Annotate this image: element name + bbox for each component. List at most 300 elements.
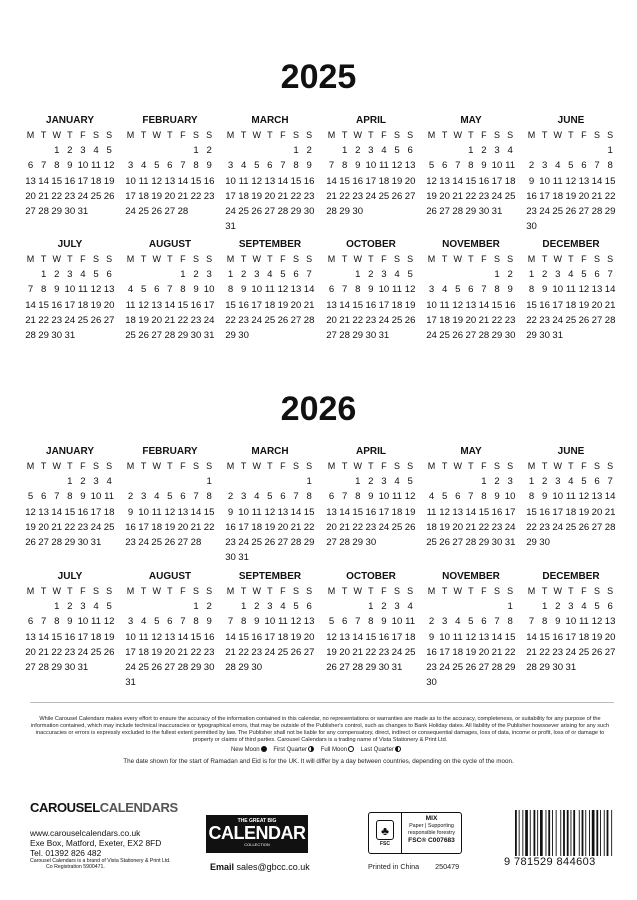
day-cell: 27 — [303, 646, 315, 658]
week-row — [224, 158, 316, 173]
weekday-label: T — [541, 586, 548, 596]
day-cell: 5 — [280, 269, 286, 281]
day-cell: 12 — [290, 616, 302, 628]
website-link[interactable]: www.carouselcalendars.co.uk — [30, 828, 141, 838]
day-cell: 6 — [441, 160, 448, 172]
day-cell: 3 — [140, 491, 147, 503]
day-cell: 21 — [277, 190, 289, 202]
day-cell: 22 — [203, 521, 215, 533]
day-cell: 15 — [339, 175, 350, 187]
week-row — [24, 614, 116, 629]
month-august-2026 — [124, 570, 216, 690]
day-cell: 25 — [138, 205, 149, 217]
day-cell: 17 — [264, 631, 276, 643]
day-cell: 26 — [25, 536, 36, 548]
day-cell: 28 — [38, 205, 49, 217]
day-cell: 27 — [25, 661, 36, 673]
week-row — [525, 474, 617, 489]
day-cell: 23 — [426, 661, 437, 673]
day-cell: 16 — [504, 299, 516, 311]
day-cell — [103, 328, 116, 343]
day-cell: 12 — [591, 616, 603, 628]
month-august-2025 — [124, 238, 216, 343]
day-cell: 27 — [277, 536, 289, 548]
day-cell: 4 — [568, 269, 574, 281]
day-cell: 29 — [290, 205, 302, 217]
day-cell: 8 — [528, 284, 535, 296]
day-cell: 31 — [378, 329, 390, 341]
day-cell: 17 — [565, 631, 577, 643]
day-cell: 18 — [90, 175, 102, 187]
day-cell — [163, 675, 176, 690]
week-row — [525, 660, 617, 675]
day-cell — [538, 219, 551, 234]
day-cell: 12 — [391, 160, 403, 172]
year-title: 2025 — [280, 58, 357, 96]
day-cell — [89, 204, 102, 219]
day-cell: 16 — [303, 175, 315, 187]
day-cell: 4 — [106, 476, 112, 488]
day-cell: 9 — [481, 160, 487, 172]
day-cell: 28 — [452, 205, 464, 217]
weekday-label: T — [167, 130, 173, 140]
day-cell: 7 — [27, 284, 34, 296]
day-cell: 13 — [25, 631, 36, 643]
day-cell: 3 — [368, 145, 374, 157]
day-cell: 10 — [138, 506, 149, 518]
day-cell — [276, 328, 289, 343]
week-row — [525, 174, 617, 189]
day-cell: 29 — [64, 536, 76, 548]
day-cell: 5 — [154, 160, 160, 172]
weekday-label: T — [568, 254, 574, 264]
day-cell: 1 — [54, 145, 60, 157]
day-cell: 22 — [526, 521, 537, 533]
day-cell: 13 — [478, 631, 490, 643]
weekday-label: W — [252, 586, 261, 596]
week-row — [124, 328, 216, 343]
day-cell: 24 — [552, 521, 564, 533]
day-cell: 23 — [203, 190, 215, 202]
week-row — [224, 174, 316, 189]
weekday-label: F — [80, 130, 86, 140]
day-cell: 24 — [77, 190, 89, 202]
day-cell: 29 — [38, 329, 49, 341]
day-cell — [590, 328, 603, 343]
day-cell — [404, 328, 417, 343]
last-quarter-icon — [395, 746, 401, 752]
day-cell: 17 — [203, 299, 215, 311]
brand-note: Carousel Calendars is a brand of Vista Stationery & Print Ltd. — [30, 858, 171, 864]
weekday-label: T — [140, 254, 147, 264]
day-cell: 5 — [394, 145, 400, 157]
weekday-label: T — [40, 586, 47, 596]
day-cell: 3 — [67, 269, 73, 281]
day-cell: 11 — [552, 175, 563, 187]
day-cell — [237, 474, 250, 489]
day-cell — [203, 204, 216, 219]
day-cell: 17 — [539, 190, 550, 202]
week-row — [325, 143, 417, 158]
day-cell: 14 — [604, 284, 616, 296]
day-cell: 2 — [368, 269, 374, 281]
day-cell: 19 — [426, 190, 437, 202]
day-cell: 3 — [428, 284, 435, 296]
weekday-label: S — [293, 586, 300, 596]
day-cell: 4 — [394, 269, 400, 281]
day-cell: 1 — [193, 145, 199, 157]
day-cell: 10 — [439, 631, 450, 643]
month-name: JANUARY — [46, 115, 94, 126]
day-cell — [590, 143, 603, 158]
day-cell: 28 — [478, 329, 490, 341]
weekday-label: W — [152, 254, 161, 264]
day-cell: 12 — [565, 175, 577, 187]
day-cell: 5 — [441, 491, 448, 503]
day-cell: 22 — [465, 190, 477, 202]
day-cell: 3 — [227, 160, 234, 172]
day-cell: 18 — [125, 314, 136, 326]
day-cell: 17 — [125, 646, 136, 658]
day-cell: 10 — [565, 616, 577, 628]
week-row — [425, 328, 517, 343]
day-cell: 27 — [404, 190, 416, 202]
day-cell: 2 — [227, 491, 234, 503]
day-cell: 24 — [251, 314, 263, 326]
day-cell — [203, 675, 216, 690]
day-cell — [150, 474, 163, 489]
day-cell: 23 — [203, 646, 215, 658]
day-cell: 19 — [578, 506, 590, 518]
day-cell: 20 — [264, 190, 276, 202]
day-cell: 29 — [238, 661, 249, 673]
week-row — [425, 298, 517, 313]
month-name: MARCH — [251, 446, 289, 457]
weekday-header — [425, 459, 517, 474]
weekday-label: S — [407, 461, 414, 471]
weekday-header — [24, 459, 116, 474]
day-cell: 30 — [365, 329, 377, 341]
weekday-label: F — [180, 130, 186, 140]
weekday-label: S — [293, 461, 300, 471]
day-cell: 23 — [51, 314, 63, 326]
day-cell: 14 — [478, 299, 490, 311]
month-november-2026 — [425, 570, 517, 690]
day-cell: 6 — [167, 616, 173, 628]
day-cell: 30 — [426, 677, 437, 689]
day-cell: 2 — [240, 269, 247, 281]
week-row — [525, 158, 617, 173]
weekday-label: F — [381, 461, 387, 471]
day-cell — [176, 143, 189, 158]
day-cell — [124, 599, 137, 614]
day-cell: 24 — [225, 205, 236, 217]
day-cell: 18 — [77, 299, 89, 311]
week-row — [124, 630, 216, 645]
weekday-label: W — [52, 254, 61, 264]
day-cell — [377, 535, 390, 550]
day-cell: 29 — [190, 661, 202, 673]
day-cell: 6 — [154, 284, 160, 296]
day-cell: 15 — [504, 631, 516, 643]
day-cell: 2 — [494, 476, 500, 488]
day-cell: 22 — [478, 521, 490, 533]
weekday-label: S — [507, 254, 514, 264]
weekday-label: S — [594, 461, 601, 471]
weekday-label: S — [106, 586, 113, 596]
day-cell: 6 — [306, 601, 312, 613]
day-cell: 21 — [526, 646, 537, 658]
day-cell: 11 — [565, 491, 576, 503]
day-cell — [103, 535, 116, 550]
day-cell: 18 — [378, 175, 390, 187]
day-cell: 26 — [326, 661, 337, 673]
day-cell: 18 — [391, 506, 403, 518]
weekday-label: T — [167, 586, 173, 596]
day-cell: 21 — [177, 646, 189, 658]
day-cell: 7 — [481, 284, 487, 296]
month-may-2026 — [425, 445, 517, 550]
day-cell: 5 — [140, 284, 147, 296]
weekday-label: F — [180, 461, 186, 471]
day-cell: 25 — [77, 314, 89, 326]
weekday-label: M — [126, 130, 135, 140]
day-cell: 11 — [505, 160, 516, 172]
day-cell: 29 — [339, 205, 350, 217]
day-cell: 16 — [251, 631, 263, 643]
weekday-label: T — [468, 586, 474, 596]
day-cell — [276, 550, 289, 565]
week-row — [124, 645, 216, 660]
day-cell: 16 — [539, 299, 550, 311]
day-cell — [250, 550, 263, 565]
day-cell: 13 — [264, 175, 276, 187]
day-cell — [590, 535, 603, 550]
day-cell: 16 — [125, 521, 136, 533]
day-cell: 29 — [539, 661, 550, 673]
day-cell: 29 — [177, 329, 189, 341]
week-row — [224, 189, 316, 204]
weekday-label: W — [453, 586, 462, 596]
weekday-label: S — [607, 586, 614, 596]
week-row — [124, 660, 216, 675]
day-cell: 12 — [103, 616, 115, 628]
day-cell: 16 — [51, 299, 63, 311]
weekday-label: S — [407, 254, 414, 264]
day-cell: 23 — [552, 646, 564, 658]
day-cell: 13 — [164, 631, 176, 643]
weekday-label: S — [594, 586, 601, 596]
week-row — [325, 158, 417, 173]
day-cell: 23 — [491, 521, 503, 533]
day-cell — [289, 474, 302, 489]
day-cell — [451, 474, 464, 489]
day-cell: 3 — [80, 145, 86, 157]
day-cell: 10 — [90, 491, 102, 503]
day-cell: 4 — [93, 601, 99, 613]
day-cell: 25 — [391, 314, 403, 326]
week-row — [24, 599, 116, 614]
day-cell: 12 — [578, 284, 590, 296]
day-cell: 27 — [452, 536, 464, 548]
day-cell: 10 — [251, 284, 263, 296]
day-cell: 3 — [80, 601, 86, 613]
weekday-label: T — [67, 254, 73, 264]
day-cell: 24 — [378, 314, 390, 326]
day-cell: 17 — [552, 506, 564, 518]
email-link[interactable]: sales@gbcc.co.uk — [236, 862, 310, 872]
day-cell: 9 — [555, 616, 561, 628]
week-row — [224, 282, 316, 297]
weekday-label: M — [26, 254, 35, 264]
weekday-label: W — [252, 254, 261, 264]
day-cell: 30 — [491, 536, 503, 548]
day-cell: 21 — [352, 646, 364, 658]
day-cell: 11 — [91, 616, 101, 628]
day-cell: 17 — [138, 521, 149, 533]
day-cell: 13 — [465, 299, 477, 311]
weekday-header — [525, 584, 617, 599]
logo-part1: CAROUSEL — [30, 800, 100, 815]
day-cell: 15 — [190, 631, 202, 643]
first-quarter-icon — [308, 746, 314, 752]
gbcc-main: CALENDAR — [208, 823, 306, 843]
weekday-label: T — [341, 461, 348, 471]
day-cell — [551, 143, 564, 158]
weekday-label: W — [353, 254, 362, 264]
day-cell — [577, 660, 590, 675]
day-cell: 10 — [203, 284, 215, 296]
day-cell: 25 — [251, 536, 263, 548]
day-cell: 2 — [54, 269, 60, 281]
weekday-label: F — [581, 254, 587, 264]
day-cell: 3 — [555, 476, 561, 488]
weekday-label: T — [40, 130, 47, 140]
month-name: MARCH — [251, 115, 289, 126]
day-cell: 14 — [177, 175, 189, 187]
day-cell — [325, 267, 338, 282]
day-cell — [438, 143, 451, 158]
day-cell: 7 — [355, 616, 361, 628]
day-cell: 11 — [452, 631, 463, 643]
day-cell: 10 — [552, 491, 564, 503]
week-row — [124, 520, 216, 535]
day-cell: 1 — [54, 601, 60, 613]
week-row — [325, 599, 417, 614]
day-cell: 11 — [138, 175, 149, 187]
weekday-label: M — [226, 461, 235, 471]
weekday-label: S — [93, 586, 100, 596]
day-cell: 31 — [225, 221, 236, 233]
month-march-2025 — [224, 114, 316, 234]
day-cell — [37, 599, 50, 614]
weekday-label: T — [240, 130, 247, 140]
week-row — [525, 282, 617, 297]
weekday-label: S — [394, 254, 401, 264]
day-cell: 11 — [565, 284, 576, 296]
weekday-label: F — [381, 254, 387, 264]
day-cell: 3 — [541, 160, 548, 172]
day-cell: 31 — [77, 661, 89, 673]
day-cell: 24 — [552, 314, 564, 326]
weekday-label: T — [267, 254, 273, 264]
day-cell: 11 — [91, 160, 101, 172]
weekday-label: F — [481, 130, 487, 140]
day-cell: 7 — [280, 160, 286, 172]
full-moon-icon — [348, 746, 354, 752]
day-cell: 1 — [67, 476, 73, 488]
day-cell: 4 — [381, 145, 387, 157]
day-cell: 5 — [455, 284, 461, 296]
day-cell — [276, 219, 289, 234]
month-june-2026 — [525, 445, 617, 550]
day-cell: 11 — [439, 299, 450, 311]
day-cell: 21 — [339, 314, 350, 326]
day-cell — [477, 675, 490, 690]
day-cell: 28 — [190, 536, 202, 548]
weekday-header — [525, 459, 617, 474]
day-cell — [224, 599, 237, 614]
day-cell: 20 — [604, 631, 616, 643]
day-cell — [237, 219, 250, 234]
day-cell: 2 — [541, 269, 548, 281]
day-cell: 15 — [604, 175, 616, 187]
day-cell: 20 — [164, 190, 176, 202]
day-cell: 26 — [103, 190, 115, 202]
day-cell: 26 — [565, 205, 577, 217]
weekday-label: F — [381, 130, 387, 140]
day-cell: 19 — [578, 299, 590, 311]
day-cell: 31 — [565, 661, 577, 673]
day-cell: 2 — [193, 269, 199, 281]
day-cell: 4 — [568, 476, 574, 488]
day-cell: 24 — [238, 536, 249, 548]
day-cell: 7 — [494, 616, 500, 628]
weekday-label: S — [494, 586, 501, 596]
first-quarter-label: First Quarter — [273, 747, 307, 753]
week-row — [24, 645, 116, 660]
day-cell — [163, 267, 176, 282]
weekday-label: S — [594, 254, 601, 264]
day-cell: 25 — [404, 646, 416, 658]
month-november-2025 — [425, 238, 517, 343]
day-cell: 30 — [539, 329, 550, 341]
day-cell: 14 — [491, 631, 503, 643]
day-cell: 5 — [106, 601, 112, 613]
week-row — [124, 599, 216, 614]
day-cell: 13 — [277, 506, 289, 518]
day-cell: 6 — [581, 160, 587, 172]
day-cell: 5 — [106, 145, 112, 157]
day-cell: 3 — [240, 491, 247, 503]
weekday-label: F — [481, 586, 487, 596]
day-cell: 6 — [594, 269, 600, 281]
weekday-label: T — [468, 461, 474, 471]
day-cell: 16 — [526, 190, 537, 202]
day-cell: 18 — [565, 506, 577, 518]
day-cell: 6 — [40, 491, 47, 503]
day-cell: 21 — [290, 521, 302, 533]
weekday-label: M — [527, 130, 536, 140]
day-cell: 21 — [38, 646, 49, 658]
week-row — [425, 489, 517, 504]
day-cell: 28 — [604, 521, 616, 533]
day-cell: 30 — [539, 536, 550, 548]
month-january-2025 — [24, 114, 116, 219]
day-cell: 27 — [478, 661, 490, 673]
day-cell: 19 — [251, 190, 263, 202]
day-cell: 15 — [465, 175, 477, 187]
